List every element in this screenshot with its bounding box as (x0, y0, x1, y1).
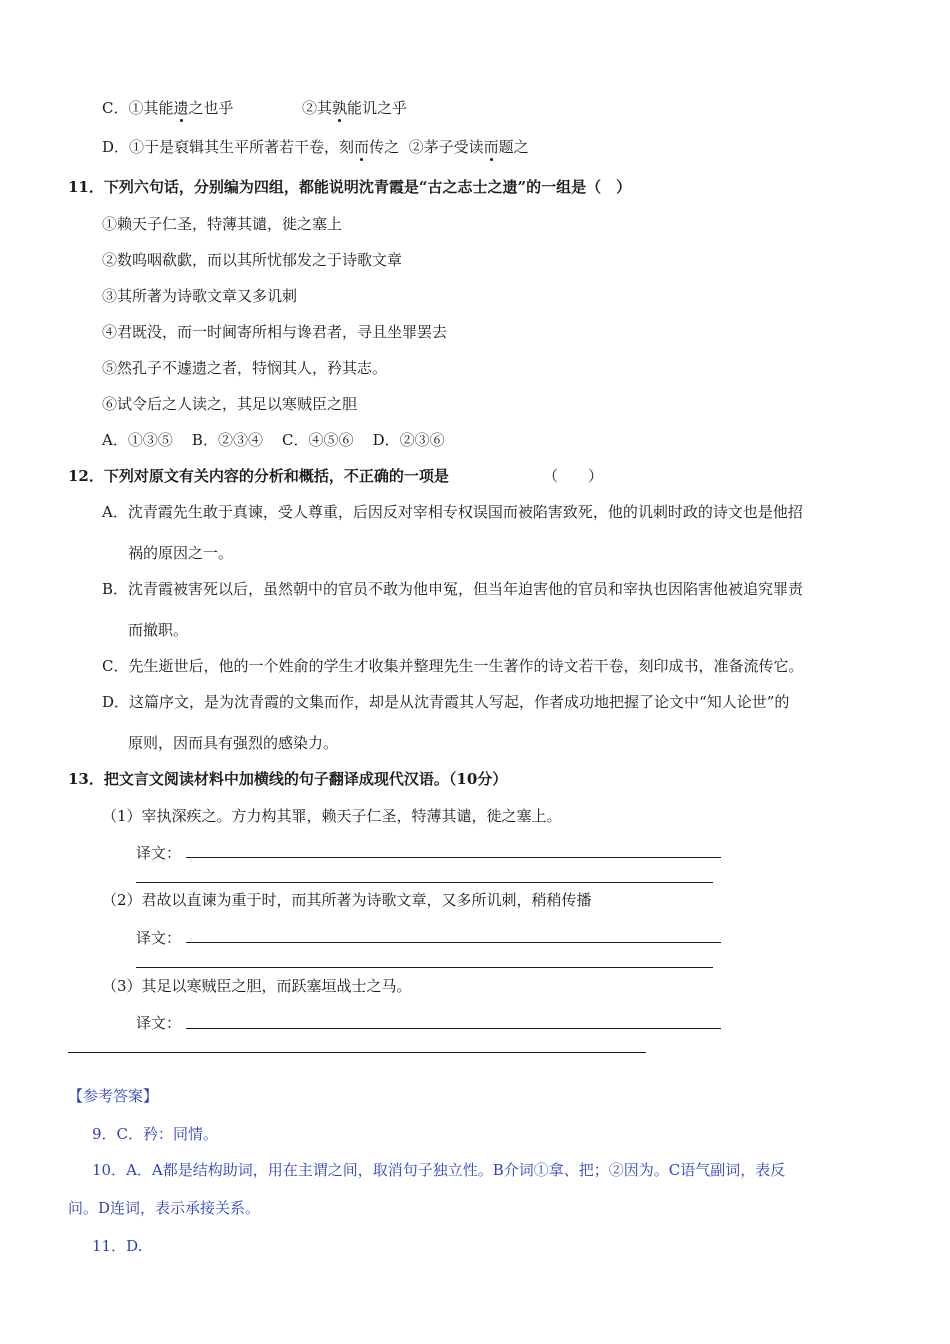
q11-option-d: D．②③⑥ (372, 431, 445, 449)
q12-option-a-line1: A．沈青霞先生敢于真谏，受人尊重，后因反对宰相专权误国而被陷害致死，他的讥刺时政的诗文也是他招 (102, 503, 803, 521)
q12-option-b-line2: 而撤职。 (128, 621, 189, 639)
answers-heading: 【参考答案】 (68, 1087, 159, 1105)
q13-translate-label-2: 译文： (136, 929, 182, 947)
q12-option-c-line1: C．先生逝世后，他的一个姓俞的学生才收集并整理先生一生著作的诗文若干卷，刻印成书，准备流传它。 (102, 657, 804, 675)
q11-item-1: ①赖天子仁圣，特薄其谴，徙之塞上 (102, 215, 343, 233)
q11-option-a: A．①③⑤ (102, 431, 173, 449)
q13-sub-1: （1）宰执深疾之。方力构其罪，赖天子仁圣，特薄其谴，徙之塞上。 (102, 807, 562, 825)
q11-option-b: B．②③④ (191, 431, 263, 449)
emphasis-dot-char: 孰 (332, 99, 348, 117)
q13-sub-3: （3）其足以寒贼臣之胆，而跃塞垣战士之马。 (102, 977, 412, 995)
emphasis-dot-char: 遗 (173, 99, 189, 117)
answer-line[interactable] (186, 942, 721, 943)
emphasis-dot-char: 而 (354, 138, 370, 156)
q13-translate-label-1: 译文： (136, 844, 182, 862)
answer-10-line2: 问。D连词，表示承接关系。 (68, 1199, 261, 1217)
q11-option-c: C．④⑤⑥ (282, 431, 354, 449)
q11-stem: 11．下列六句话，分别编为四组，都能说明沈青霞是“古之志士之遗”的一组是（ ） (68, 178, 632, 196)
q12-option-b-line1: B．沈青霞被害死以后，虽然朝中的官员不敢为他申冤，但当年迫害他的官员和宰执也因陷害他被追究罪责 (102, 580, 804, 598)
q11-item-2: ②数呜咽欷歔，而以其所忧郁发之于诗歌文章 (102, 251, 403, 269)
q13-sub-2: （2）君故以直谏为重于时，而其所著为诗歌文章，又多所讥刺，稍稍传播 (102, 891, 592, 909)
q11-item-4: ④君既没，而一时阃寄所相与谗君者，寻且坐罪罢去 (102, 323, 448, 341)
answer-line[interactable] (186, 857, 721, 858)
q12-answer-paren: （ ） (543, 467, 604, 485)
q12-option-d-line2: 原则，因而具有强烈的感染力。 (128, 734, 339, 752)
q11-item-6: ⑥试令后之人读之，其足以寒贼臣之胆 (102, 395, 358, 413)
q10-option-c-item2: ②其孰能讥之乎 (302, 99, 408, 117)
answer-line[interactable] (186, 1028, 721, 1029)
answer-line[interactable] (136, 882, 713, 883)
answer-9: 9．C．矜：同情。 (92, 1125, 219, 1143)
q10-c-prefix: C． (102, 99, 129, 117)
q12-option-d-line1: D．这篇序文，是为沈青霞的文集而作，却是从沈青霞其人写起，作者成功地把握了论文中“知人论世”的 (102, 693, 790, 711)
q11-item-5: ⑤然孔子不遽遗之者，特悯其人，矜其志。 (102, 359, 388, 377)
q12-option-a-line2: 祸的原因之一。 (128, 544, 234, 562)
q11-item-3: ③其所著为诗歌文章又多讥刺 (102, 287, 298, 305)
answer-10-line1: 10．A．A都是结构助词，用在主谓之间，取消句子独立性。B介词①拿、把；②因为。C语气副词，表反 (92, 1161, 786, 1179)
q12-stem: 12．下列对原文有关内容的分析和概括，不正确的一项是 (68, 467, 449, 485)
q10-option-d: D．①于是裒辑其生平所著若干卷，刻而传之 ②茅子受读而题之 (102, 138, 529, 156)
answer-line[interactable] (136, 967, 713, 968)
section-divider (68, 1052, 646, 1053)
q10-option-c: C．①其能遗之也乎 (102, 99, 234, 117)
q13-translate-label-3: 译文： (136, 1014, 182, 1032)
q13-stem: 13．把文言文阅读材料中加横线的句子翻译成现代汉语。（10分） (68, 770, 508, 788)
q11-options (102, 430, 445, 450)
q10-d-prefix: D． (102, 138, 130, 156)
emphasis-dot-char: 而 (483, 138, 499, 156)
answer-11: 11．D. (92, 1237, 143, 1255)
